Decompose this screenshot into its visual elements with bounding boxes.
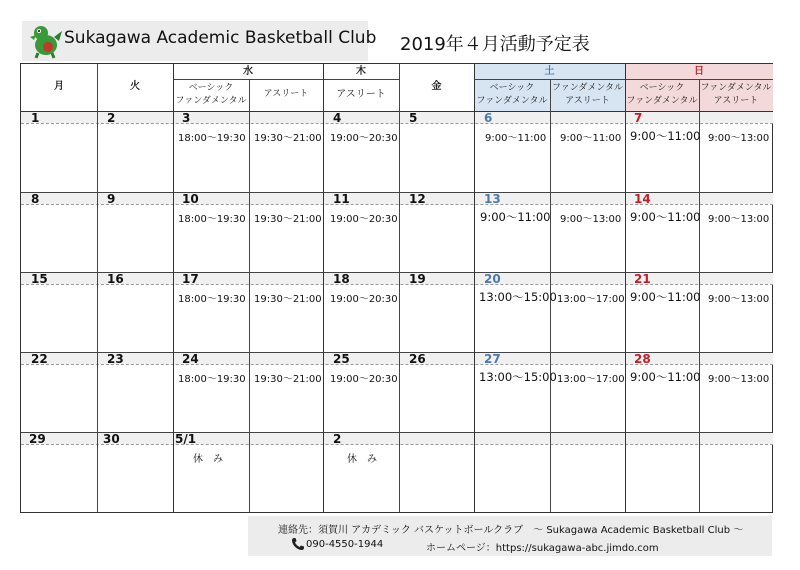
date-cell: 5 (409, 111, 418, 125)
header-saturday: 土 (544, 66, 555, 77)
date-cell: 24 (182, 352, 199, 366)
club-logo-banner (22, 21, 377, 61)
contact-footer (248, 516, 772, 556)
date-cell-saturday: 27 (484, 352, 501, 366)
header-monday: 月 (54, 81, 64, 92)
date-cell-sunday: 14 (634, 192, 651, 206)
dragon-mascot-icon (26, 23, 64, 59)
sat-fund-line1: ファンダメンタル (551, 83, 624, 93)
time-slot: 13:00～15:00 (479, 370, 557, 384)
date-cell: 22 (31, 352, 48, 366)
holiday-note: 休 み (347, 454, 377, 465)
time-slot: 9:00～13:00 (708, 294, 770, 305)
time-slot: 9:00～11:00 (630, 129, 701, 143)
time-slot: 18:00～19:30 (178, 133, 246, 144)
date-cell-sunday: 7 (634, 111, 643, 125)
date-cell-saturday: 20 (484, 272, 501, 286)
time-slot: 18:00～19:30 (178, 214, 246, 225)
time-slot: 13:00～15:00 (479, 290, 557, 304)
phone-icon (291, 537, 305, 551)
header-thursday: 木 (356, 66, 366, 77)
date-cell: 26 (409, 352, 426, 366)
wed-basic-line1: ベーシック (188, 83, 234, 93)
sun-basic-line1: ベーシック (639, 83, 685, 93)
time-slot: 9:00～13:00 (708, 214, 770, 225)
date-cell: 11 (333, 192, 350, 206)
page-title: 2019年４月活動予定表 (400, 34, 590, 55)
header-sunday: 日 (694, 66, 704, 77)
date-cell-saturday: 6 (484, 111, 493, 125)
date-cell: 25 (333, 352, 350, 366)
date-cell: 8 (31, 192, 40, 206)
time-slot: 18:00～19:30 (178, 294, 246, 305)
time-slot: 9:00～13:00 (708, 133, 770, 144)
date-cell: 18 (333, 272, 350, 286)
time-slot: 18:00～19:30 (178, 374, 246, 385)
date-cell: 16 (107, 272, 124, 286)
holiday-note: 休 み (193, 454, 223, 465)
time-slot: 9:00～11:00 (630, 370, 701, 384)
time-slot: 9:00～11:00 (485, 133, 547, 144)
time-slot: 9:00～13:00 (560, 214, 622, 225)
time-slot: 19:30～21:00 (254, 374, 322, 385)
date-cell-sunday: 28 (634, 352, 651, 366)
header-tuesday: 火 (130, 81, 140, 92)
sat-basic-line1: ベーシック (489, 83, 535, 93)
date-cell: 29 (29, 432, 46, 446)
date-cell: 5/1 (175, 432, 197, 446)
time-slot: 19:00～20:30 (330, 374, 398, 385)
contact-info: 連絡先：須賀川 アカデミック バスケットボールクラブ ～ Sukagawa Academic Basketball Club ～ (278, 525, 744, 536)
date-cell: 17 (182, 272, 199, 286)
date-cell: 23 (107, 352, 124, 366)
calendar-table (20, 63, 773, 513)
sun-fund-line1: ファンダメンタル (700, 83, 772, 93)
date-cell: 30 (103, 432, 120, 446)
date-cell-saturday: 13 (484, 192, 501, 206)
time-slot: 13:00～17:00 (557, 374, 625, 385)
sat-athlete-line2: アスリート (565, 96, 610, 106)
time-slot: 9:00～11:00 (560, 133, 622, 144)
time-slot: 19:30～21:00 (254, 294, 322, 305)
time-slot: 19:00～20:30 (330, 294, 398, 305)
homepage-link[interactable]: ホームページ：https://sukagawa-abc.jimdo.com (426, 543, 659, 554)
phone-number: 090-4550-1944 (306, 539, 384, 550)
date-cell: 10 (182, 192, 199, 206)
date-cell: 15 (31, 272, 48, 286)
date-cell: 2 (107, 111, 116, 125)
date-cell-sunday: 21 (634, 272, 651, 286)
time-slot: 9:00～11:00 (630, 210, 701, 224)
date-cell: 2 (333, 432, 342, 446)
sun-athlete-line2: アスリート (713, 96, 759, 106)
time-slot: 19:00～20:30 (330, 133, 398, 144)
header-friday: 金 (431, 81, 442, 92)
sat-basic-line2: ファンダメンタル (476, 96, 548, 106)
thu-athlete-label: アスリート (336, 89, 386, 100)
wed-athlete-label: アスリート (263, 89, 309, 99)
date-cell: 19 (409, 272, 426, 286)
time-slot: 13:00～17:00 (557, 294, 625, 305)
time-slot: 19:30～21:00 (254, 133, 322, 144)
date-cell: 1 (31, 111, 40, 125)
date-cell: 9 (107, 192, 116, 206)
date-cell: 3 (182, 111, 191, 125)
wed-basic-line2: ファンダメンタル (175, 96, 247, 106)
time-slot: 19:00～20:30 (330, 214, 398, 225)
club-name: Sukagawa Academic Basketball Club (64, 28, 377, 48)
header-wednesday: 水 (243, 66, 253, 77)
time-slot: 9:00～11:00 (480, 210, 551, 224)
sun-basic-line2: ファンダメンタル (626, 96, 698, 106)
date-cell: 12 (409, 192, 426, 206)
time-slot: 9:00～11:00 (630, 290, 701, 304)
date-cell: 4 (333, 111, 342, 125)
time-slot: 9:00～13:00 (708, 374, 770, 385)
time-slot: 19:30～21:00 (254, 214, 322, 225)
